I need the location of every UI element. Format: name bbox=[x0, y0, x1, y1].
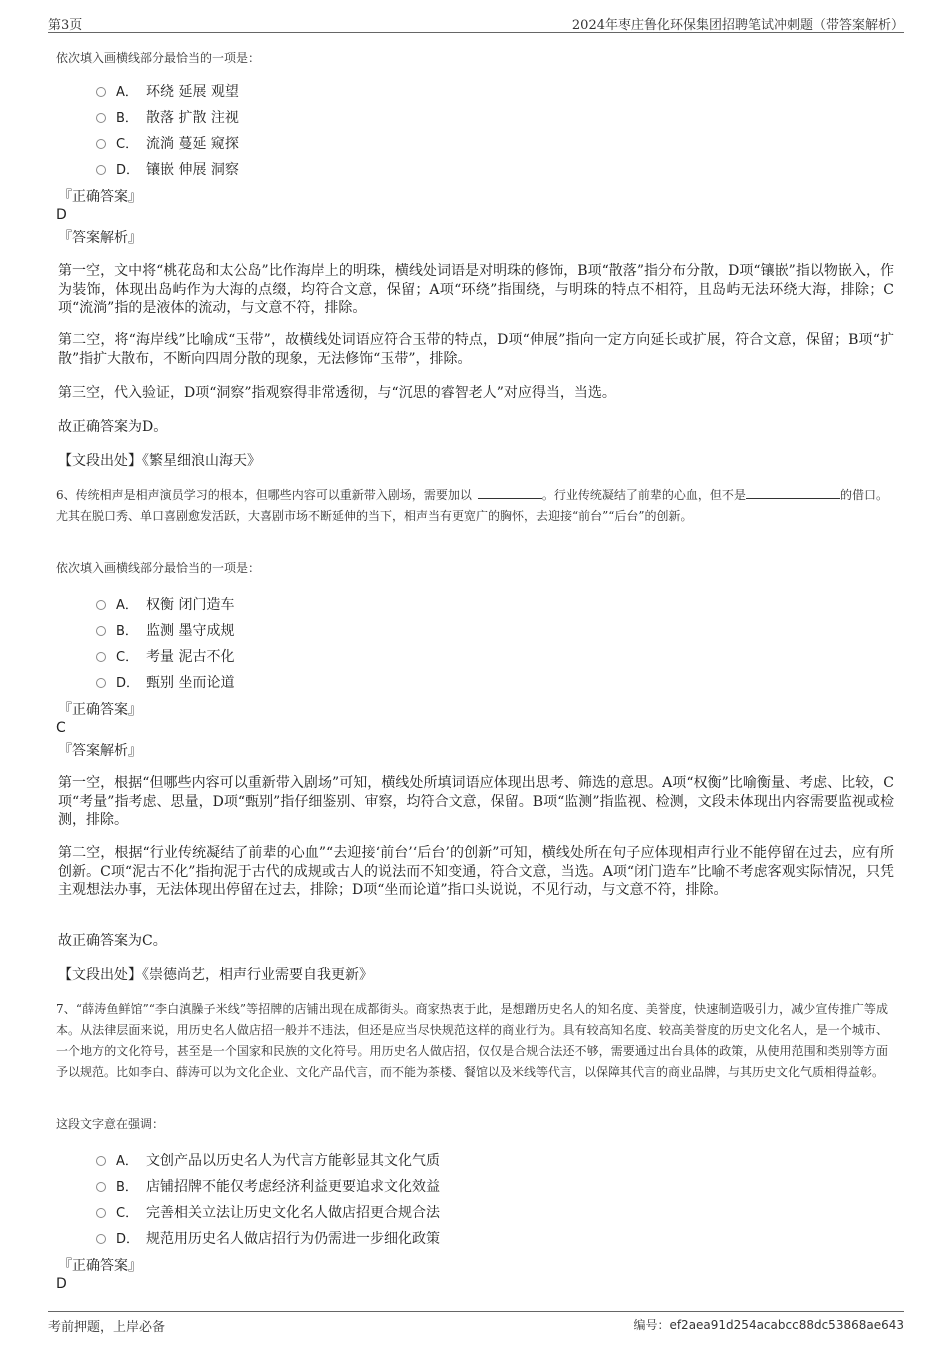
q7-option-d[interactable]: D． 规范用历史名人做店招行为仍需进一步细化政策 bbox=[96, 1229, 440, 1250]
radio-icon[interactable] bbox=[96, 600, 106, 610]
q5-analysis-4: 故正确答案为D。 bbox=[58, 419, 168, 435]
q6-answer: C bbox=[56, 720, 66, 736]
q5-option-a[interactable]: A． 环绕 延展 观望 bbox=[96, 82, 239, 103]
radio-icon[interactable] bbox=[96, 678, 106, 688]
q6-analysis-3: 故正确答案为C。 bbox=[58, 933, 167, 949]
q6-prompt: 依次填入画横线部分最恰当的一项是： bbox=[56, 561, 261, 575]
q7-answer: D bbox=[56, 1276, 67, 1292]
q5-answer: D bbox=[56, 207, 67, 223]
q6-source: 【文段出处】《崇德尚艺，相声行业需要自我更新》 bbox=[58, 967, 373, 983]
q5-analysis-3: 第三空，代入验证，D项“洞察”指观察得非常透彻，与“沉思的睿智老人”对应得当，当选。 bbox=[58, 385, 616, 401]
page-header bbox=[48, 12, 904, 33]
radio-icon[interactable] bbox=[96, 165, 106, 175]
document-title: 2024年枣庄鲁化环保集团招聘笔试冲刺题（带答案解析） bbox=[571, 18, 904, 33]
radio-icon[interactable] bbox=[96, 626, 106, 636]
page-footer bbox=[48, 1311, 904, 1334]
radio-icon[interactable] bbox=[96, 1208, 106, 1218]
q6-analysis-1: 第一空，根据“但哪些内容可以重新带入剧场”可知，横线处所填词语应体现出思考、筛选的意思。A项“权衡”比喻衡量、考虑、比较，C项“考量”指考虑、思量，D项“甄别”指仔细鉴别、审察，均符合文意，保留。B项“监测”指监视、检测，文段未体现出内容需要监视或检测，排除。 bbox=[58, 775, 894, 828]
q7-answer-label: 『正确答案』 bbox=[58, 1258, 142, 1274]
radio-icon[interactable] bbox=[96, 113, 106, 123]
q6-stem: 6、传统相声是相声演员学习的根本，但哪些内容可以重新带入剧场，需要加以 。行业传统凝结了前辈的心血，但不是 的借口。尤其在脱口秀、单口喜剧愈发活跃，大喜剧市场不断延伸的当下，相声当有更宽广的胸怀，去迎接“前台”“后台”的创新。 bbox=[56, 488, 888, 523]
q5-option-d[interactable]: D． 镶嵌 伸展 洞察 bbox=[96, 160, 239, 181]
q7-prompt: 这段文字意在强调： bbox=[56, 1117, 165, 1131]
q7-option-a[interactable]: A． 文创产品以历史名人为代言方能彰显其文化气质 bbox=[96, 1151, 440, 1172]
q7-stem: 7、“薛涛鱼鲜馆”“李白滇臊子米线”等招牌的店铺出现在成都街头。商家热衷于此，是想蹭历史名人的知名度、美誉度，快速制造吸引力，减少宣传推广等成本。从法律层面来说，用历史名人做店招一般并不违法，但还是应当尽快规范这样的商业行为。具有较高知名度、较高美誉度的历史文化名人，是一个城市、一个地方的文化符号，甚至是一个国家和民族的文化符号。用历史名人做店招，仅仅是合规合法还不够，需要通过出台具体的政策，从使用范围和类别等方面予以规范。比如李白、薛涛可以为文化企业、文化产品代言，而不能为茶楼、餐馆以及米线等代言，以保障其代言的商业品牌，与其历史文化气质相得益彰。 bbox=[56, 1002, 888, 1079]
q5-analysis-label: 『答案解析』 bbox=[58, 230, 142, 246]
page-number: 第3页 bbox=[48, 18, 83, 33]
radio-icon[interactable] bbox=[96, 1182, 106, 1192]
q6-option-a[interactable]: A． 权衡 闭门造车 bbox=[96, 595, 234, 616]
radio-icon[interactable] bbox=[96, 1156, 106, 1166]
q5-answer-label: 『正确答案』 bbox=[58, 189, 142, 205]
q5-analysis-2: 第二空，将“海岸线”比喻成“玉带”，故横线处词语应符合玉带的特点，D项“伸展”指向一定方向延长或扩展，符合文意，保留；B项“扩散”指扩大散布，不断向四周分散的现象，无法修饰“玉带”，排除。 bbox=[58, 332, 894, 367]
q7-option-c[interactable]: C． 完善相关立法让历史文化名人做店招更合规合法 bbox=[96, 1203, 440, 1224]
q6-answer-label: 『正确答案』 bbox=[58, 702, 142, 718]
q7-option-b[interactable]: B． 店铺招牌不能仅考虑经济利益更要追求文化效益 bbox=[96, 1177, 440, 1198]
q6-option-d[interactable]: D． 甄别 坐而论道 bbox=[96, 673, 234, 694]
q5-option-b[interactable]: B． 散落 扩散 注视 bbox=[96, 108, 239, 129]
footer-slogan: 考前押题，上岸必备 bbox=[48, 1320, 166, 1335]
q6-analysis-label: 『答案解析』 bbox=[58, 743, 142, 759]
radio-icon[interactable] bbox=[96, 1234, 106, 1244]
q5-source: 【文段出处】《繁星细浪山海天》 bbox=[58, 453, 261, 469]
q5-prompt: 依次填入画横线部分最恰当的一项是： bbox=[56, 51, 261, 65]
radio-icon[interactable] bbox=[96, 652, 106, 662]
q6-option-b[interactable]: B． 监测 墨守成规 bbox=[96, 621, 234, 642]
radio-icon[interactable] bbox=[96, 87, 106, 97]
q5-analysis-1: 第一空，文中将“桃花岛和太公岛”比作海岸上的明珠，横线处词语是对明珠的修饰，B项“散落”指分布分散，D项“镶嵌”指以物嵌入，作为装饰，体现出岛屿作为大海的点缀，均符合文意，保留；A项“环绕”指围绕，与明珠的特点不相符，且岛屿无法环绕大海，排除；C项“流淌”指的是液体的流动，与文意不符，排除。 bbox=[58, 263, 894, 316]
radio-icon[interactable] bbox=[96, 139, 106, 149]
q6-option-c[interactable]: C． 考量 泥古不化 bbox=[96, 647, 234, 668]
blank-line bbox=[478, 486, 542, 499]
document-id: 编号：ef2aea91d254acabcc88dc53868ae643 bbox=[633, 1318, 904, 1332]
q5-option-c[interactable]: C． 流淌 蔓延 窥探 bbox=[96, 134, 239, 155]
blank-line bbox=[746, 486, 840, 499]
q6-analysis-2: 第二空，根据“行业传统凝结了前辈的心血”“去迎接‘前台’‘后台’的创新”可知，横线处所在句子应体现相声行业不能停留在过去，应有所创新。C项“泥古不化”指拘泥于古代的成规或古人的说法而不知变通，符合文意，当选。A项“闭门造车”比喻不考虑客观实际情况，只凭主观想法办事，无法体现出停留在过去，排除；D项“坐而论道”指口头说说，不见行动，与文意不符，排除。 bbox=[58, 845, 894, 898]
